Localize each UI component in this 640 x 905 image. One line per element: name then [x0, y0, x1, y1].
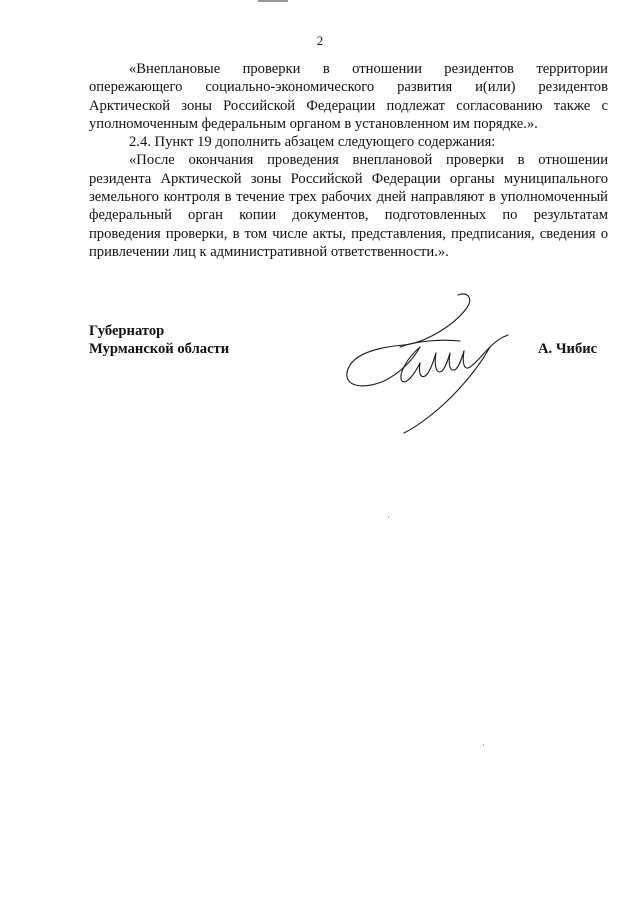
paragraph-3: «После окончания проведения внеплановой проверки в отношении резидента Арктической зоны Российской Федерации органы муниципального земельного контроля в течение трех рабочих дней направляют в уполномоченный федеральный орган копии документов, подготовленных по результатам проведения проверки, в том числе акты, представления, предписания, сведения о привлечении лиц к административной ответственности.». [89, 152, 608, 260]
top-edge-mark [258, 0, 288, 2]
paragraph-2: 2.4. Пункт 19 дополнить абзацем следующего содержания: [129, 134, 496, 151]
signatory-title-line2: Мурманской области [89, 341, 230, 358]
page-number: 2 [316, 33, 324, 48]
scan-speck [483, 744, 484, 746]
document-body [89, 60, 608, 261]
paragraph-1: «Внеплановые проверки в отношении резидентов территории опережающего социально-экономического развития и(или) резидентов Арктической зоны Российской Федерации подлежат согласованию также с уполномоченным федеральным органом в установленном им порядке.». [89, 61, 608, 132]
signatory-name: А. Чибис [538, 341, 598, 357]
handwritten-signature [340, 285, 530, 435]
scan-speck [388, 516, 389, 518]
signatory-title [89, 322, 229, 359]
signatory-title-line1: Губернатор [89, 323, 165, 339]
